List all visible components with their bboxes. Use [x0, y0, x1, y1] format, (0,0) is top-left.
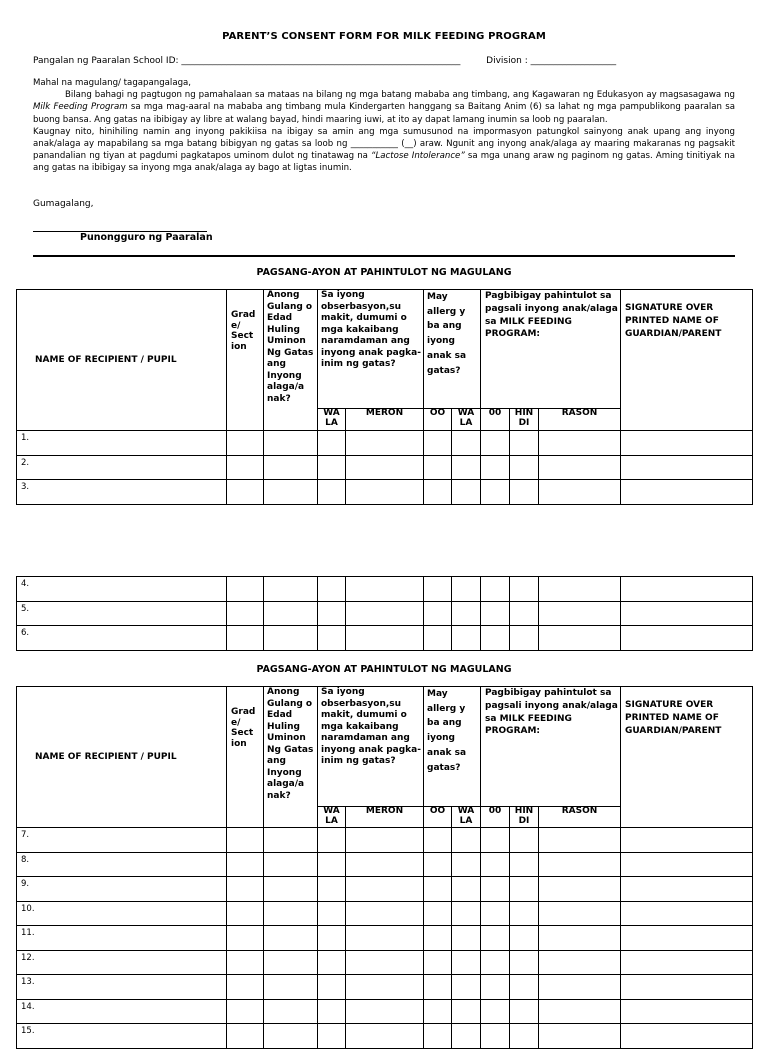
consent-hindi-cell[interactable] [510, 431, 539, 456]
consent-hindi-cell[interactable] [510, 455, 539, 480]
header-observation: Sa iyong obserbasyon,su makit, dumumi o mga kakaibang naramdaman ang inyong anak pagka-inim ng gatas? [318, 687, 424, 807]
header-allergy: May allerg y ba ang iyong anak sa gatas? [424, 687, 481, 807]
obs-meron-cell[interactable] [346, 626, 424, 651]
pupil-name-cell[interactable]: 14. [17, 999, 227, 1024]
header-signature: SIGNATURE OVER PRINTED NAME OF GUARDIAN/PARENT [621, 290, 753, 431]
consent-oo-cell[interactable] [481, 926, 510, 951]
signature-cell[interactable] [621, 455, 753, 480]
table-row [17, 455, 753, 480]
header-signature: SIGNATURE OVER PRINTED NAME OF GUARDIAN/PARENT [621, 687, 753, 828]
signature-cell[interactable] [621, 577, 753, 602]
consent-table-3 [16, 686, 753, 1049]
consent-hindi-cell[interactable] [510, 950, 539, 975]
school-info-line [33, 56, 735, 66]
consent-table-1 [16, 289, 753, 505]
allergy-wala-cell[interactable] [452, 455, 481, 480]
allergy-oo-cell[interactable] [424, 601, 452, 626]
age-cell[interactable] [264, 901, 318, 926]
allergy-wala-cell[interactable] [452, 431, 481, 456]
consent-oo-cell[interactable] [481, 455, 510, 480]
age-cell[interactable] [264, 431, 318, 456]
consent-rason-cell[interactable] [539, 999, 621, 1024]
allergy-wala-cell[interactable] [452, 601, 481, 626]
signature-cell[interactable] [621, 852, 753, 877]
allergy-oo-cell[interactable] [424, 577, 452, 602]
allergy-wala-cell[interactable] [452, 975, 481, 1000]
grade-cell[interactable] [227, 926, 264, 951]
obs-meron-cell[interactable] [346, 601, 424, 626]
header-grade: Grad e/ Sect ion [227, 290, 264, 431]
allergy-oo-cell[interactable] [424, 950, 452, 975]
age-cell[interactable] [264, 975, 318, 1000]
allergy-oo-cell[interactable] [424, 480, 452, 505]
obs-wala-cell[interactable] [318, 577, 346, 602]
divider [33, 255, 735, 257]
consent-rason-cell[interactable] [539, 828, 621, 853]
grade-cell[interactable] [227, 901, 264, 926]
paragraph-1: Bilang bahagi ng pagtugon ng pamahalaan sa mataas na bilang ng mga batang mababa ang timbang, ang Kagawaran ng Edukasyon ay magsasagawa ng Milk Feeding Program sa mga mag-aaral na mababa ang timbang mula Kindergarten hanggang sa Baitang Anim (6) sa lahat ng mga pampublikong paaralan sa buong bansa. Ang gatas na ibibigay ay libre at walang bayad, hindi maaring iuwi, at ito ay dapat lamang inumin sa loob ng paaralan. [33, 90, 735, 125]
obs-meron-cell[interactable] [346, 577, 424, 602]
obs-wala-cell[interactable] [318, 480, 346, 505]
signature-cell[interactable] [621, 901, 753, 926]
pupil-name-cell[interactable]: 3. [17, 480, 227, 505]
signature-cell[interactable] [621, 926, 753, 951]
school-blank[interactable]: ______________________________________________________________ [181, 56, 461, 66]
age-cell[interactable] [264, 480, 318, 505]
subheader-consent-rason: RASON [539, 409, 621, 431]
consent-rason-cell[interactable] [539, 431, 621, 456]
form-title: PARENT’S CONSENT FORM FOR MILK FEEDING PROGRAM [222, 31, 546, 42]
allergy-oo-cell[interactable] [424, 626, 452, 651]
header-name: NAME OF RECIPIENT / PUPIL [17, 687, 227, 828]
pupil-name-cell[interactable]: 5. [17, 601, 227, 626]
obs-meron-cell[interactable] [346, 975, 424, 1000]
subheader-obs-wala: WA LA [318, 409, 346, 431]
obs-meron-cell[interactable] [346, 828, 424, 853]
consent-oo-cell[interactable] [481, 626, 510, 651]
consent-hindi-cell[interactable] [510, 626, 539, 651]
table-row [17, 577, 753, 602]
allergy-oo-cell[interactable] [424, 431, 452, 456]
obs-meron-cell[interactable] [346, 926, 424, 951]
obs-meron-cell[interactable] [346, 431, 424, 456]
table-row [17, 1024, 753, 1049]
consent-oo-cell[interactable] [481, 601, 510, 626]
consent-oo-cell[interactable] [481, 480, 510, 505]
consent-hindi-cell[interactable] [510, 828, 539, 853]
age-cell[interactable] [264, 577, 318, 602]
signature-cell[interactable] [621, 975, 753, 1000]
signature-cell[interactable] [621, 877, 753, 902]
allergy-oo-cell[interactable] [424, 926, 452, 951]
header-observation: Sa iyong obserbasyon,su makit, dumumi o mga kakaibang naramdaman ang inyong anak pagka-inim ng gatas? [318, 290, 424, 409]
grade-cell[interactable] [227, 601, 264, 626]
pupil-name-cell[interactable]: 6. [17, 626, 227, 651]
obs-wala-cell[interactable] [318, 999, 346, 1024]
pupil-name-cell[interactable]: 2. [17, 455, 227, 480]
age-cell[interactable] [264, 1024, 318, 1049]
signature-cell[interactable] [621, 626, 753, 651]
signature-cell[interactable] [621, 431, 753, 456]
pupil-name-cell[interactable]: 7. [17, 828, 227, 853]
consent-rason-cell[interactable] [539, 975, 621, 1000]
consent-hindi-cell[interactable] [510, 926, 539, 951]
consent-oo-cell[interactable] [481, 1024, 510, 1049]
grade-cell[interactable] [227, 852, 264, 877]
allergy-wala-cell[interactable] [452, 1024, 481, 1049]
subheader-allergy-wala: WA LA [452, 409, 481, 431]
obs-wala-cell[interactable] [318, 901, 346, 926]
consent-oo-cell[interactable] [481, 431, 510, 456]
header-age: Anong Gulang o Edad Huling Uminon Ng Gatas ang Inyong alaga/a nak? [264, 687, 318, 828]
consent-oo-cell[interactable] [481, 901, 510, 926]
obs-meron-cell[interactable] [346, 480, 424, 505]
signature-cell[interactable] [621, 1024, 753, 1049]
header-consent: Pagbibigay pahintulot sa pagsali inyong anak/alaga sa MILK FEEDING PROGRAM: [481, 290, 621, 409]
grade-cell[interactable] [227, 480, 264, 505]
pupil-name-cell[interactable]: 12. [17, 950, 227, 975]
allergy-wala-cell[interactable] [452, 828, 481, 853]
obs-wala-cell[interactable] [318, 950, 346, 975]
obs-wala-cell[interactable] [318, 852, 346, 877]
header-allergy: May allerg y ba ang iyong anak sa gatas? [424, 290, 481, 409]
allergy-wala-cell[interactable] [452, 950, 481, 975]
division-label: Division : [486, 56, 528, 66]
obs-meron-cell[interactable] [346, 877, 424, 902]
age-cell[interactable] [264, 455, 318, 480]
obs-wala-cell[interactable] [318, 455, 346, 480]
allergy-oo-cell[interactable] [424, 852, 452, 877]
signature-cell[interactable] [621, 601, 753, 626]
allergy-wala-cell[interactable] [452, 999, 481, 1024]
grade-cell[interactable] [227, 975, 264, 1000]
pupil-name-cell[interactable]: 15. [17, 1024, 227, 1049]
grade-cell[interactable] [227, 828, 264, 853]
consent-rason-cell[interactable] [539, 577, 621, 602]
obs-wala-cell[interactable] [318, 1024, 346, 1049]
obs-wala-cell[interactable] [318, 828, 346, 853]
subheader-allergy-wala: WA LA [452, 807, 481, 828]
age-cell[interactable] [264, 626, 318, 651]
signature-cell[interactable] [621, 999, 753, 1024]
consent-hindi-cell[interactable] [510, 601, 539, 626]
subheader-consent-hindi: HIN DI [510, 807, 539, 828]
closing: Gumagalang, [33, 199, 94, 209]
consent-oo-cell[interactable] [481, 877, 510, 902]
signature-cell[interactable] [621, 828, 753, 853]
age-cell[interactable] [264, 999, 318, 1024]
age-cell[interactable] [264, 950, 318, 975]
consent-hindi-cell[interactable] [510, 1024, 539, 1049]
grade-cell[interactable] [227, 455, 264, 480]
table-row [17, 901, 753, 926]
subheader-consent-rason: RASON [539, 807, 621, 828]
allergy-oo-cell[interactable] [424, 1024, 452, 1049]
allergy-oo-cell[interactable] [424, 975, 452, 1000]
consent-oo-cell[interactable] [481, 999, 510, 1024]
consent-rason-cell[interactable] [539, 877, 621, 902]
allergy-wala-cell[interactable] [452, 926, 481, 951]
section-title-2: PAGSANG-AYON AT PAHINTULOT NG MAGULANG [256, 664, 512, 675]
table-row [17, 877, 753, 902]
consent-rason-cell[interactable] [539, 926, 621, 951]
consent-rason-cell[interactable] [539, 455, 621, 480]
obs-wala-cell[interactable] [318, 926, 346, 951]
obs-wala-cell[interactable] [318, 975, 346, 1000]
header-name: NAME OF RECIPIENT / PUPIL [17, 290, 227, 431]
subheader-consent-oo: 00 [481, 807, 510, 828]
subheader-allergy-oo: OO [424, 409, 452, 431]
table-row [17, 852, 753, 877]
subheader-consent-hindi: HIN DI [510, 409, 539, 431]
consent-hindi-cell[interactable] [510, 480, 539, 505]
allergy-wala-cell[interactable] [452, 577, 481, 602]
subheader-obs-meron: MERON [346, 409, 424, 431]
age-cell[interactable] [264, 852, 318, 877]
consent-rason-cell[interactable] [539, 480, 621, 505]
consent-rason-cell[interactable] [539, 1024, 621, 1049]
table-row [17, 975, 753, 1000]
allergy-wala-cell[interactable] [452, 877, 481, 902]
consent-oo-cell[interactable] [481, 975, 510, 1000]
header-grade: Grad e/ Sect ion [227, 687, 264, 828]
obs-wala-cell[interactable] [318, 877, 346, 902]
consent-rason-cell[interactable] [539, 852, 621, 877]
pupil-name-cell[interactable]: 1. [17, 431, 227, 456]
grade-cell[interactable] [227, 626, 264, 651]
principal-title: Punongguro ng Paaralan [80, 232, 213, 243]
obs-meron-cell[interactable] [346, 455, 424, 480]
obs-meron-cell[interactable] [346, 901, 424, 926]
table-row [17, 828, 753, 853]
allergy-wala-cell[interactable] [452, 626, 481, 651]
pupil-name-cell[interactable]: 9. [17, 877, 227, 902]
subheader-obs-meron: MERON [346, 807, 424, 828]
age-cell[interactable] [264, 877, 318, 902]
age-cell[interactable] [264, 828, 318, 853]
obs-wala-cell[interactable] [318, 626, 346, 651]
allergy-oo-cell[interactable] [424, 877, 452, 902]
signature-cell[interactable] [621, 480, 753, 505]
allergy-oo-cell[interactable] [424, 901, 452, 926]
pupil-name-cell[interactable]: 11. [17, 926, 227, 951]
table-row [17, 480, 753, 505]
allergy-wala-cell[interactable] [452, 901, 481, 926]
signature-cell[interactable] [621, 950, 753, 975]
school-label: Pangalan ng Paaralan School ID: [33, 56, 179, 66]
age-cell[interactable] [264, 601, 318, 626]
consent-hindi-cell[interactable] [510, 877, 539, 902]
consent-rason-cell[interactable] [539, 626, 621, 651]
allergy-wala-cell[interactable] [452, 480, 481, 505]
table-row [17, 950, 753, 975]
pupil-name-cell[interactable]: 13. [17, 975, 227, 1000]
obs-meron-cell[interactable] [346, 1024, 424, 1049]
consent-rason-cell[interactable] [539, 601, 621, 626]
consent-hindi-cell[interactable] [510, 901, 539, 926]
consent-oo-cell[interactable] [481, 852, 510, 877]
age-cell[interactable] [264, 926, 318, 951]
subheader-consent-oo: 00 [481, 409, 510, 431]
paragraph-2: Kaugnay nito, hinihiling namin ang inyong pakikiisa na ibigay sa amin ang mga sumusunod na impormasyon patungkol sainyong anak upang ang inyong anak/alaga ay mapabilang sa mga batang bibigyan ng gatas sa loob ng ___________ (__) araw. Ngunit ang inyong anak/alaga ay maaring makaranas ng pagsakit panandalian ng tiyan at pagdumi pagkatapos uminom dulot ng tinatawag na “Lactose Intolerance” sa mga unang araw ng paginom ng gatas. Aming tinitiyak na ang gatas na ibibigay sa inyong mga anak/alaga ay bago at ligtas inumin. [33, 126, 735, 174]
obs-meron-cell[interactable] [346, 852, 424, 877]
grade-cell[interactable] [227, 431, 264, 456]
division-blank[interactable]: ___________________ [530, 56, 617, 66]
program-name: Milk Feeding Program [33, 102, 128, 113]
consent-oo-cell[interactable] [481, 828, 510, 853]
subheader-allergy-oo: OO [424, 807, 452, 828]
allergy-oo-cell[interactable] [424, 455, 452, 480]
grade-cell[interactable] [227, 877, 264, 902]
consent-hindi-cell[interactable] [510, 852, 539, 877]
consent-hindi-cell[interactable] [510, 975, 539, 1000]
table-row [17, 926, 753, 951]
letter-body [33, 77, 735, 175]
subheader-obs-wala: WA LA [318, 807, 346, 828]
obs-wala-cell[interactable] [318, 601, 346, 626]
principal-signature-line[interactable] [33, 224, 207, 232]
header-age: Anong Gulang o Edad Huling Uminon Ng Gatas ang Inyong alaga/a nak? [264, 290, 318, 431]
section-title: PAGSANG-AYON AT PAHINTULOT NG MAGULANG [256, 267, 512, 278]
table-row [17, 601, 753, 626]
consent-table-2 [16, 576, 753, 651]
header-consent: Pagbibigay pahintulot sa pagsali inyong anak/alaga sa MILK FEEDING PROGRAM: [481, 687, 621, 807]
consent-hindi-cell[interactable] [510, 999, 539, 1024]
pupil-name-cell[interactable]: 8. [17, 852, 227, 877]
allergy-wala-cell[interactable] [452, 852, 481, 877]
allergy-oo-cell[interactable] [424, 828, 452, 853]
consent-oo-cell[interactable] [481, 577, 510, 602]
obs-meron-cell[interactable] [346, 950, 424, 975]
greeting: Mahal na magulang/ tagapangalaga, [33, 78, 192, 88]
pupil-name-cell[interactable]: 4. [17, 577, 227, 602]
consent-rason-cell[interactable] [539, 901, 621, 926]
allergy-oo-cell[interactable] [424, 999, 452, 1024]
consent-hindi-cell[interactable] [510, 577, 539, 602]
grade-cell[interactable] [227, 999, 264, 1024]
grade-cell[interactable] [227, 577, 264, 602]
consent-oo-cell[interactable] [481, 950, 510, 975]
grade-cell[interactable] [227, 950, 264, 975]
table-row [17, 999, 753, 1024]
grade-cell[interactable] [227, 1024, 264, 1049]
table-row [17, 626, 753, 651]
obs-meron-cell[interactable] [346, 999, 424, 1024]
obs-wala-cell[interactable] [318, 431, 346, 456]
pupil-name-cell[interactable]: 10. [17, 901, 227, 926]
lactose-term: “Lactose Intolerance” [371, 151, 465, 162]
table-row [17, 431, 753, 456]
consent-rason-cell[interactable] [539, 950, 621, 975]
